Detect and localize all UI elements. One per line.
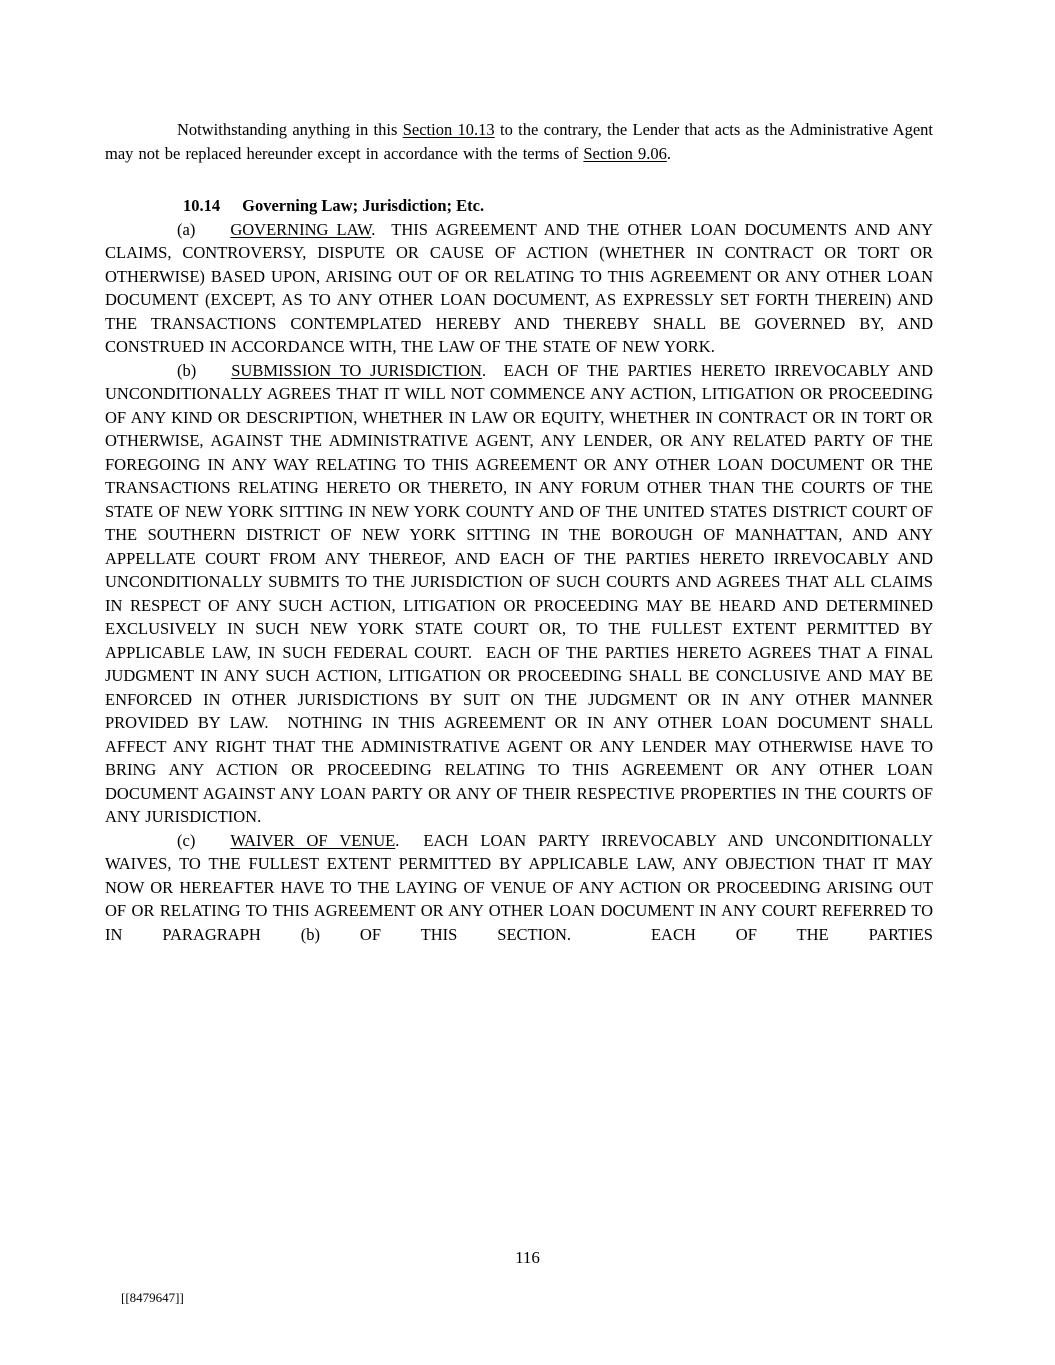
page-number: 116 xyxy=(515,1248,540,1267)
paragraph-a-title: GOVERNING LAW xyxy=(230,219,372,239)
heading-number: 10.14 xyxy=(183,196,221,215)
paragraph-c-label: (c) xyxy=(177,830,196,850)
intro-text-1: Notwithstanding anything in this xyxy=(177,120,403,139)
section-ref-9-06: Section 9.06 xyxy=(583,143,667,163)
document-id-stamp: [[8479647]] xyxy=(121,1290,184,1305)
paragraph-c-body: . EACH LOAN PARTY IRREVOCABLY AND UNCONDITIONALLY WAIVES, TO THE FULLEST EXTENT PERMITTED BY APPLICABLE LAW, ANY OBJECTION THAT IT MAY NOW OR HEREAFTER HAVE TO THE LAYING OF VENUE OF ANY ACTION OR PROCEEDING ARISING OUT OF OR RELATING TO THIS AGREEMENT OR ANY OTHER LOAN DOCUMENT IN ANY COURT REFERRED TO IN PARAGRAPH (b) OF THIS SECTION. EACH OF THE PARTIES xyxy=(105,830,934,944)
paragraph-a xyxy=(105,218,933,359)
page-content xyxy=(105,118,933,946)
paragraph-b xyxy=(105,359,933,829)
paragraph-b-label: (b) xyxy=(177,360,197,380)
paragraph-b-title: SUBMISSION TO JURISDICTION xyxy=(231,360,482,380)
paragraph-a-body: . THIS AGREEMENT AND THE OTHER LOAN DOCUMENTS AND ANY CLAIMS, CONTROVERSY, DISPUTE OR CAUSE OF ACTION (WHETHER IN CONTRACT OR TORT OR OTHERWISE) BASED UPON, ARISING OUT OF OR RELATING TO THIS AGREEMENT OR ANY OTHER LOAN DOCUMENT (EXCEPT, AS TO ANY OTHER LOAN DOCUMENT, AS EXPRESSLY SET FORTH THEREIN) AND THE TRANSACTIONS CONTEMPLATED HEREBY AND THEREBY SHALL BE GOVERNED BY, AND CONSTRUED IN ACCORDANCE WITH, THE LAW OF THE STATE OF NEW YORK. xyxy=(105,219,933,356)
intro-text-3: . xyxy=(666,143,671,163)
paragraph-b-body: . EACH OF THE PARTIES HERETO IRREVOCABLY AND UNCONDITIONALLY AGREES THAT IT WILL NOT COMMENCE ANY ACTION, LITIGATION OR PROCEEDING OF ANY KIND OR DESCRIPTION, WHETHER IN LAW OR EQUITY, WHETHER IN CONTRACT OR IN TORT OR OTHERWISE, AGAINST THE ADMINISTRATIVE AGENT, ANY LENDER, OR ANY RELATED PARTY OF THE FOREGOING IN ANY WAY RELATING TO THIS AGREEMENT OR ANY OTHER LOAN DOCUMENT OR THE TRANSACTIONS RELATING HERETO OR THERETO, IN ANY FORUM OTHER THAN THE COURTS OF THE STATE OF NEW YORK SITTING IN NEW YORK COUNTY AND OF THE UNITED STATES DISTRICT COURT OF THE SOUTHERN DISTRICT OF NEW YORK SITTING IN THE BOROUGH OF MANHATTAN, AND ANY APPELLATE COURT FROM ANY THEREOF, AND EACH OF THE PARTIES HERETO IRREVOCABLY AND UNCONDITIONALLY SUBMITS TO THE JURISDICTION OF SUCH COURTS AND AGREES THAT ALL CLAIMS IN RESPECT OF ANY SUCH ACTION, LITIGATION OR PROCEEDING MAY BE HEARD AND DETERMINED EXCLUSIVELY IN SUCH NEW YORK STATE COURT OR, TO THE FULLEST EXTENT PERMITTED BY APPLICABLE LAW, IN SUCH FEDERAL COURT. EACH OF THE PARTIES HERETO AGREES THAT A FINAL JUDGMENT IN ANY SUCH ACTION, LITIGATION OR PROCEEDING SHALL BE CONCLUSIVE AND MAY BE ENFORCED IN OTHER JURISDICTIONS BY SUIT ON THE JUDGMENT OR IN ANY OTHER MANNER PROVIDED BY LAW. NOTHING IN THIS AGREEMENT OR IN ANY OTHER LOAN DOCUMENT SHALL AFFECT ANY RIGHT THAT THE ADMINISTRATIVE AGENT OR ANY LENDER MAY OTHERWISE HAVE TO BRING ANY ACTION OR PROCEEDING RELATING TO THIS AGREEMENT OR ANY OTHER LOAN DOCUMENT AGAINST ANY LOAN PARTY OR ANY OF THEIR RESPECTIVE PROPERTIES IN THE COURTS OF ANY JURISDICTION. xyxy=(105,360,933,826)
section-ref-10-13: Section 10.13 xyxy=(402,120,495,139)
intro-paragraph xyxy=(105,118,933,165)
paragraph-c xyxy=(105,829,933,947)
paragraph-a-label: (a) xyxy=(177,219,196,239)
paragraph-c-title: WAIVER OF VENUE xyxy=(230,830,396,850)
section-heading-10-14 xyxy=(105,194,933,218)
intro-text-2: to the contrary, the Lender that acts as the Administrative Agent may not be replaced hereunder except in accordance with the terms of xyxy=(105,120,933,163)
heading-title: Governing Law; Jurisdiction; Etc. xyxy=(242,196,485,215)
